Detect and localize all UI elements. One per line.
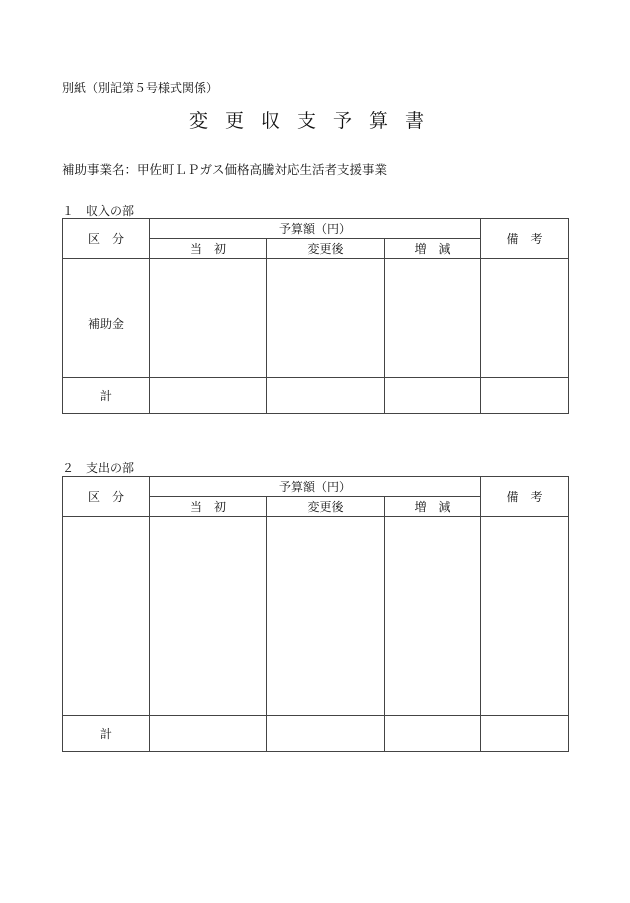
row-item-label — [63, 517, 150, 716]
section-heading-income: １ 収入の部 — [62, 204, 135, 218]
cell-increase-decrease[interactable] — [385, 517, 481, 716]
header-kubun: 区分 — [63, 477, 150, 517]
total-label: 計 — [63, 378, 150, 414]
header-after-change: 変更後 — [267, 239, 385, 259]
total-remarks[interactable] — [481, 716, 569, 752]
cell-initial[interactable] — [150, 259, 267, 378]
income-table — [62, 218, 569, 414]
total-after-change[interactable] — [267, 716, 385, 752]
cell-after-change[interactable] — [267, 259, 385, 378]
total-label: 計 — [63, 716, 150, 752]
cell-after-change[interactable] — [267, 517, 385, 716]
project-name-line: 補助事業名：甲佐町ＬＰガス価格高騰対応生活者支援事業 — [62, 162, 388, 177]
cell-increase-decrease[interactable] — [385, 259, 481, 378]
header-initial: 当初 — [150, 239, 267, 259]
total-increase-decrease[interactable] — [385, 716, 481, 752]
header-increase-decrease: 増減 — [385, 497, 481, 517]
row-item-label: 補助金 — [63, 259, 150, 378]
total-after-change[interactable] — [267, 378, 385, 414]
attachment-note: 別紙（別記第５号様式関係） — [62, 81, 219, 95]
total-remarks[interactable] — [481, 378, 569, 414]
header-kubun: 区分 — [63, 219, 150, 259]
section-heading-expenditure: ２ 支出の部 — [62, 461, 135, 475]
cell-initial[interactable] — [150, 517, 267, 716]
header-remarks: 備考 — [481, 219, 569, 259]
header-initial: 当初 — [150, 497, 267, 517]
expenditure-table — [62, 476, 569, 752]
header-remarks: 備考 — [481, 477, 569, 517]
total-initial[interactable] — [150, 378, 267, 414]
header-budget-amount: 予算額（円） — [150, 219, 481, 239]
total-initial[interactable] — [150, 716, 267, 752]
header-budget-amount: 予算額（円） — [150, 477, 481, 497]
cell-remarks[interactable] — [481, 517, 569, 716]
total-increase-decrease[interactable] — [385, 378, 481, 414]
cell-remarks[interactable] — [481, 259, 569, 378]
header-after-change: 変更後 — [267, 497, 385, 517]
document-title: 変更収支予算書 — [188, 110, 441, 132]
header-increase-decrease: 増減 — [385, 239, 481, 259]
